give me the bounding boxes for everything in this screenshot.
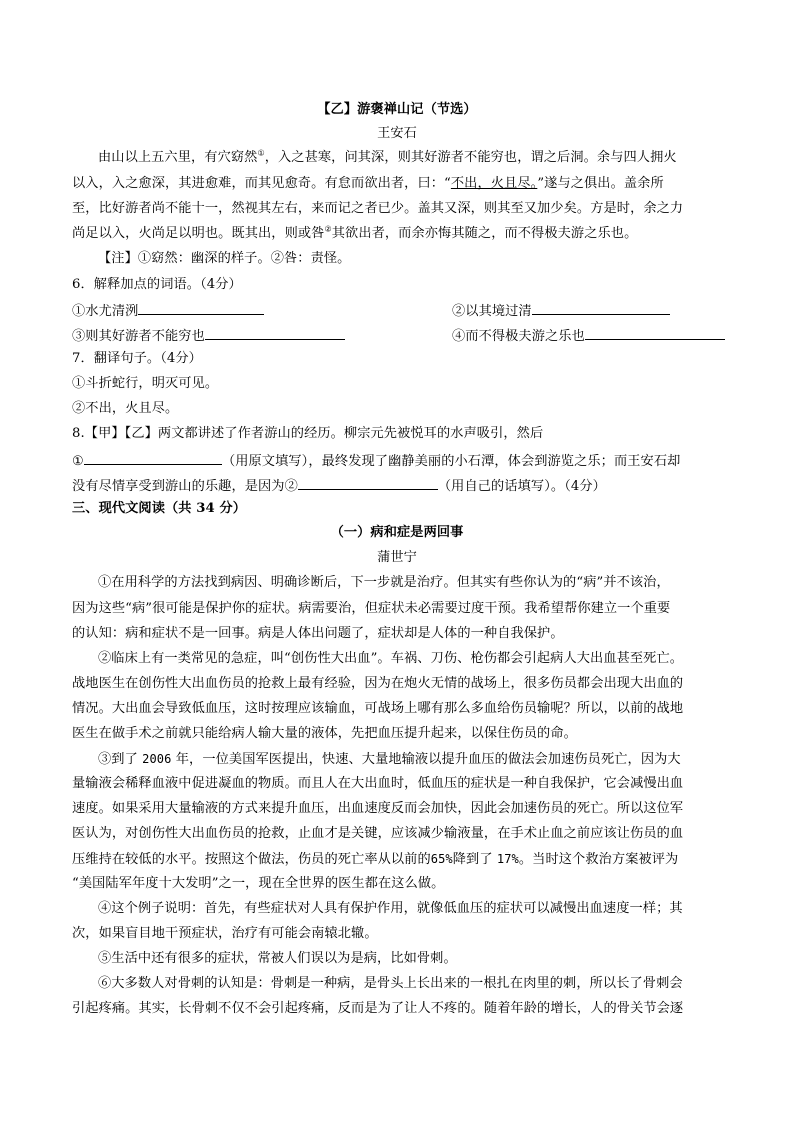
answer-blank[interactable] bbox=[532, 300, 670, 315]
q6-item-b: ②以其境过清 bbox=[452, 304, 532, 319]
article-line: 战地医生在创伤性大出血伤员的抢救上最有经验，因为在炮火无情的战场上，很多伤员都会出现大出血的 bbox=[72, 676, 684, 691]
article-line: 的认知：病和症状不是一回事。病是人体出问题了，症状却是人体的一种自我保护。 bbox=[72, 626, 564, 641]
q7-item-b: ②不出，火且尽。 bbox=[72, 401, 179, 416]
article-line: ①在用科学的方法找到病因、明确诊断后，下一步就是治疗。但其实有些你认为的“病”并不该治， bbox=[98, 575, 670, 590]
article-author: 蒲世宁 bbox=[377, 550, 417, 565]
article-line: 引起疼痛。其实，长骨刺不仅不会引起疼痛，反而是为了让人不疼的。随着年龄的增长，人的骨关节会逐 bbox=[72, 1001, 684, 1016]
question-8-line: 没有尽情享受到游山的乐趣，是因为② （用自己的话填写）。（4分） bbox=[72, 475, 722, 496]
article-line: “美国陆军年度十大发明”之一，现在全世界的医生都在这么做。 bbox=[72, 876, 445, 891]
article-line: 因为这些“病”很可能是保护你的症状。病需要治，但症状未必需要过度干预。我希望帮你建立一个重要 bbox=[72, 601, 671, 616]
section-b-title: 【乙】游褒禅山记（节选） bbox=[317, 102, 477, 117]
article-title: （一）病和症是两回事 bbox=[330, 525, 464, 540]
answer-blank[interactable] bbox=[298, 475, 438, 490]
question-6-row bbox=[72, 325, 722, 346]
passage-line: 以入，入之愈深，其进愈难，而其见愈奇。有怠而欲出者，曰：“不出，火且尽。”遂与之俱出。盖余所 bbox=[72, 176, 664, 191]
footnote-marker: ① bbox=[257, 148, 265, 158]
passage-line: 至，比好游者尚不能十一，然视其左右，来而记之者已少。盖其又深，则其至又加少矣。方是时，余之力 bbox=[72, 201, 684, 216]
section-3-title: 三、现代文阅读（共 34 分） bbox=[72, 501, 247, 516]
article-line: 速度。如果采用大量输液的方式来提升血压，出血速度反而会加快，因此会加速伤员的死亡。所以这位军 bbox=[72, 801, 684, 816]
q7-item-a: ①斗折蛇行，明灭可见。 bbox=[72, 376, 219, 391]
q6-item-d: ④而不得极夫游之乐也 bbox=[452, 329, 585, 344]
question-6-row bbox=[72, 300, 722, 321]
article-line: 量输液会稀释血液中促进凝血的物质。而且人在大出血时，低血压的症状是一种自我保护，它会减慢出血 bbox=[72, 776, 684, 791]
section-b-author: 王安石 bbox=[377, 126, 417, 141]
q6-item-c: ③则其好游者不能穷也 bbox=[72, 329, 205, 344]
answer-blank[interactable] bbox=[205, 325, 345, 340]
passage-note: 【注】①窈然：幽深的样子。②咎：责怪。 bbox=[98, 251, 351, 266]
question-7-title: 7．翻译句子。（4分） bbox=[72, 351, 202, 366]
passage-line: 尚足以入，火尚足以明也。既其出，则或咎②其欲出者，而余亦悔其随之，而不得极夫游之乐也。 bbox=[72, 224, 638, 241]
article-line: ②临床上有一类常见的急症，叫“创伤性大出血”。车祸、刀伤、枪伤都会引起病人大出血甚至死亡。 bbox=[98, 651, 684, 666]
article-line: 医生在做手术之前就只能给病人输大量的液体，先把血压提升起来，以保住伤员的命。 bbox=[72, 726, 577, 741]
underlined-quote: 不出，火且尽。 bbox=[450, 176, 538, 191]
article-line: 次，如果盲目地干预症状，治疗有可能会南辕北辙。 bbox=[72, 926, 378, 941]
question-8-line: 8.【甲】【乙】两文都讲述了作者游山的经历。柳宗元先被悦耳的水声吸引，然后 bbox=[72, 426, 544, 441]
question-6-title: 6．解释加点的词语。（4分） bbox=[72, 277, 242, 292]
footnote-marker: ② bbox=[324, 224, 332, 234]
article-line: 情况。大出血会导致低血压，这时按理应该输血，可战场上哪有那么多血给伤员输呢？所以，以前的战地 bbox=[72, 701, 684, 716]
passage-line: 由山以上五六里，有穴窈然①，入之甚寒，问其深，则其好游者不能穷也，谓之后洞。余与四人拥火 bbox=[98, 148, 677, 165]
article-line: ⑥大多数人对骨刺的认知是：骨刺是一种病，是骨头上长出来的一根扎在肉里的刺，所以长了骨刺会 bbox=[98, 976, 683, 991]
article-line: 医认为，对创伤性大出血伤员的抢救，止血才是关键，应该减少输液量，在手术止血之前应该让伤员的血 bbox=[72, 826, 684, 841]
answer-blank[interactable] bbox=[138, 300, 264, 315]
question-8-line: ① （用原文填写），最终发现了幽静美丽的小石潭，体会到游览之乐；而王安石却 bbox=[72, 450, 722, 471]
article-line: ⑤生活中还有很多的症状，常被人们误以为是病，比如骨刺。 bbox=[98, 951, 457, 966]
article-line: 压维持在较低的水平。按照这个做法，伤员的死亡率从以前的65%降到了 17%。当时这个救治方案被评为 bbox=[72, 852, 679, 867]
answer-blank[interactable] bbox=[585, 325, 725, 340]
article-line: ③到了 2006 年，一位美国军医提出，快速、大量地输液以提升血压的做法会加速伤员死亡，因为大 bbox=[98, 752, 681, 767]
q6-item-a: ①水尤清洌 bbox=[72, 304, 139, 319]
answer-blank[interactable] bbox=[84, 450, 222, 465]
article-line: ④这个例子说明：首先，有些症状对人具有保护作用，就像低血压的症状可以减慢出血速度一样；其 bbox=[98, 901, 683, 916]
